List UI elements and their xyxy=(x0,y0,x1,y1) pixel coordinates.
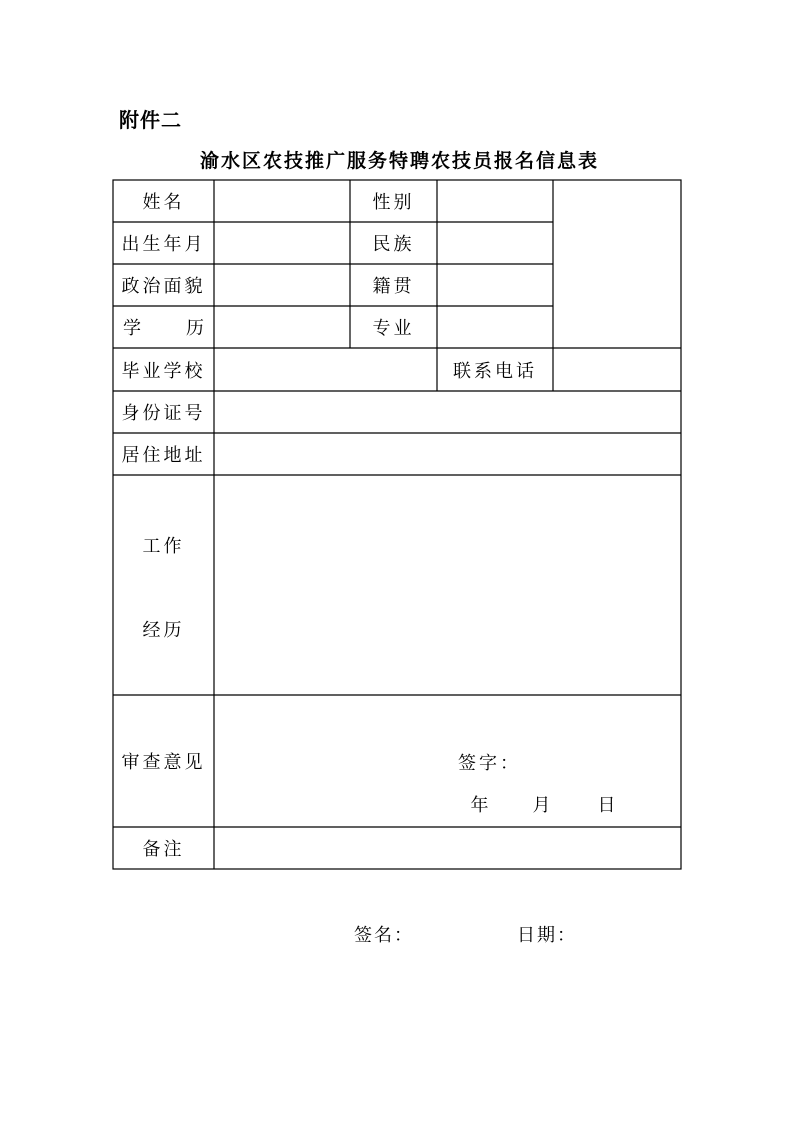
name-field[interactable] xyxy=(214,180,350,222)
major-field[interactable] xyxy=(437,306,553,348)
political-label: 政治面貌 xyxy=(121,276,206,297)
id-field[interactable] xyxy=(214,391,681,433)
gender-label: 性别 xyxy=(372,192,415,213)
education-label xyxy=(113,306,214,348)
remarks-field[interactable] xyxy=(214,827,681,869)
education-label-part-2: 历 xyxy=(186,318,204,339)
education-label-part-1: 学 xyxy=(123,318,141,339)
footer-date-label: 日期： xyxy=(517,925,577,946)
remarks-label: 备注 xyxy=(142,839,185,860)
review-sign-label: 签字： xyxy=(458,753,521,774)
work-history-field[interactable] xyxy=(214,475,681,695)
photo-cell[interactable] xyxy=(553,180,681,348)
id-label: 身份证号 xyxy=(121,403,206,424)
annex-label: 附件二 xyxy=(119,108,182,132)
work-label-part-1: 工作 xyxy=(142,536,185,557)
ethnicity-label: 民族 xyxy=(372,234,415,255)
school-label: 毕业学校 xyxy=(121,360,206,382)
native-place-field[interactable] xyxy=(437,264,553,306)
school-field[interactable] xyxy=(214,348,437,391)
education-field[interactable] xyxy=(214,306,350,348)
review-month-label: 月 xyxy=(532,795,554,816)
review-day-label: 日 xyxy=(597,795,619,816)
address-field[interactable] xyxy=(214,433,681,475)
review-year-label: 年 xyxy=(470,795,492,816)
ethnicity-field[interactable] xyxy=(437,222,553,264)
birth-label: 出生年月 xyxy=(121,234,206,255)
address-label: 居住地址 xyxy=(121,445,206,466)
native-place-label: 籍贯 xyxy=(372,276,415,297)
form-title: 渝水区农技推广服务特聘农技员报名信息表 xyxy=(199,150,599,172)
work-label-part-2: 经历 xyxy=(142,620,185,641)
gender-field[interactable] xyxy=(437,180,553,222)
name-label: 姓名 xyxy=(142,192,185,213)
phone-field[interactable] xyxy=(553,348,681,391)
footer-sign-label: 签名： xyxy=(354,925,414,946)
political-field[interactable] xyxy=(214,264,350,306)
phone-label: 联系电话 xyxy=(453,360,537,382)
major-label: 专业 xyxy=(372,318,415,339)
review-label: 审查意见 xyxy=(121,752,206,773)
birth-field[interactable] xyxy=(214,222,350,264)
